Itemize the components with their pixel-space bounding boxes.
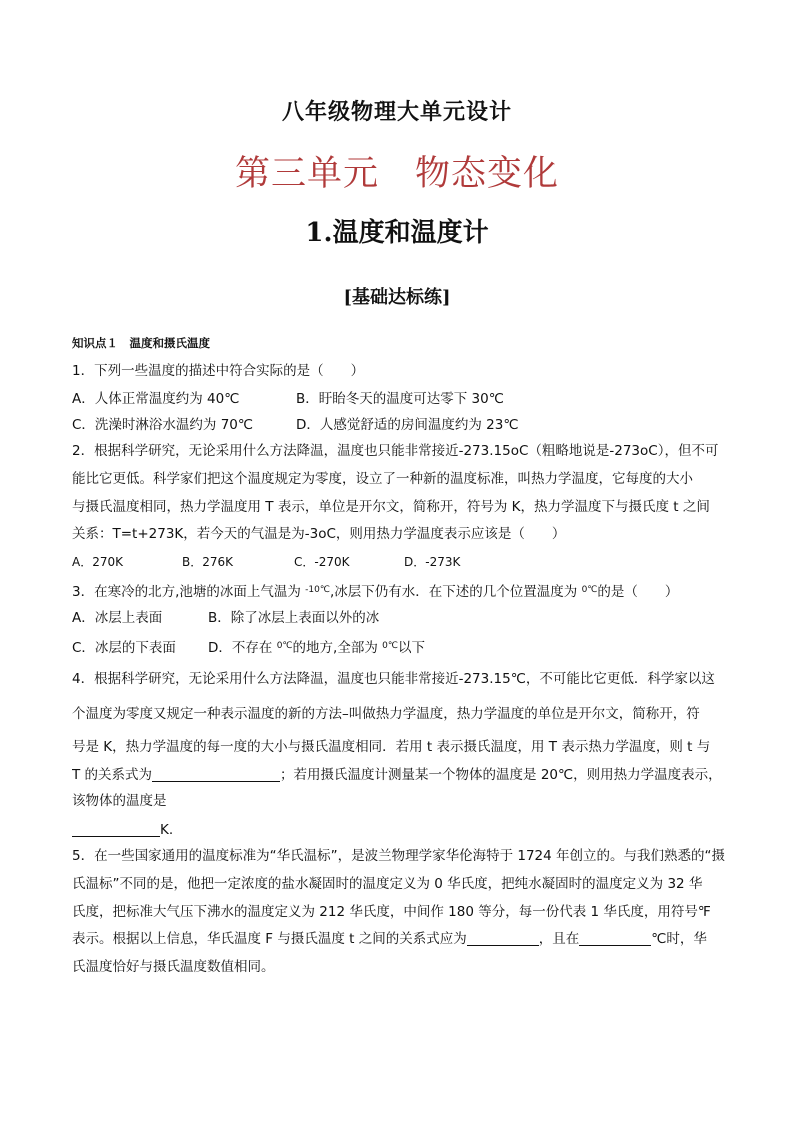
q3-option-d-part-1: D．不存在 <box>208 640 277 656</box>
q5-line-2: 氏温标”不同的是，他把一定浓度的盐水凝固时的温度定义为 0 华氏度，把纯水凝固时的温度定义为 32 华 <box>72 876 703 892</box>
q5-line-5: 氏温度恰好与摄氏温度数值相同。 <box>72 959 275 975</box>
q2-options <box>72 553 734 571</box>
q1-option-c: C．洗澡时淋浴水温约为 70℃ <box>72 417 254 433</box>
q4-line-2: 个温度为零度又规定一种表示温度的新的方法–叫做热力学温度，热力学温度的单位是开尔文，简称开，符 <box>72 706 700 722</box>
q1-stem: 1．下列一些温度的描述中符合实际的是（ ） <box>72 363 365 379</box>
q3-stem-part-2: ,冰层下仍有水．在下述的几个位置温度为 <box>329 584 582 600</box>
q3-option-d-part-2: 的地方,全部为 <box>292 640 383 656</box>
q4-unit: K. <box>160 822 174 838</box>
q1-option-b: B．盱眙冬天的温度可达零下 30℃ <box>296 391 504 407</box>
q2-option-b: B．276K <box>182 555 234 569</box>
q3-option-d-value-2: 0℃ <box>382 641 398 651</box>
q2-line-4: 关系：T=t+273K，若今天的气温是为-3oC，则用热力学温度表示应该是（ ） <box>72 526 566 542</box>
q3-option-a: A．冰层上表面 <box>72 610 163 626</box>
q2-option-c: C．-270K <box>294 555 350 569</box>
q3-option-c: C．冰层的下表面 <box>72 640 176 656</box>
q3-stem <box>72 581 734 601</box>
q1-options-row1 <box>72 390 734 408</box>
section-tag: [基础达标练] <box>343 287 451 308</box>
q5-line-4-text-a: 表示。根据以上信息，华氏温度 F 与摄氏温度 t 之间的关系式应为 <box>72 931 467 947</box>
q4-line-3: 号是 K，热力学温度的每一度的大小与摄氏温度相同．若用 t 表示摄氏温度，用 T 表示热力学温度，则 t 与 <box>72 739 711 755</box>
q5-answer-blank-2[interactable] <box>579 931 651 946</box>
q3-stem-part-3: 的是（ ） <box>597 584 679 600</box>
q5-line-4 <box>72 930 734 948</box>
q3-stem-part-1: 3．在寒冷的北方,池塘的冰面上气温为 <box>72 584 306 600</box>
knowledge-point-heading: 知识点１ 温度和摄氏温度 <box>72 336 210 350</box>
q4-line-5: 该物体的温度是 <box>72 793 167 809</box>
q3-options-row1 <box>72 609 734 627</box>
q4-line-4-text-b: ；若用摄氏温度计测量某一个物体的温度是 20℃，则用热力学温度表示， <box>280 767 722 783</box>
grade-title: 八年级物理大单元设计 <box>281 99 512 125</box>
q4-line-1: 4．根据科学研究，无论采用什么方法降温，温度也只能非常接近-273.15℃，不可能比它更低．科学家以这 <box>72 671 715 687</box>
q3-options-row2 <box>72 637 734 657</box>
q2-line-2: 能比它更低。科学家们把这个温度规定为零度，设立了一种新的温度标准，叫热力学温度，它每度的大小 <box>72 471 693 487</box>
q3-option-b: B．除了冰层上表面以外的冰 <box>208 610 380 626</box>
q4-line-4 <box>72 766 734 784</box>
q3-temp-value-1: -10℃ <box>305 585 330 595</box>
q2-line-3: 与摄氏温度相同，热力学温度用 T 表示，单位是开尔文，简称开，符号为 K，热力学温度下与摄氏度 t 之间 <box>72 499 710 515</box>
q3-temp-value-2: 0℃ <box>581 585 598 595</box>
q5-line-3: 氏度，把标准大气压下沸水的温度定义为 212 华氏度，中间作 180 等分，每一份代表 1 华氏度，用符号℉ <box>72 904 711 920</box>
q3-option-d-part-3: 以下 <box>397 640 425 656</box>
q5-line-4-text-b: ，且在 <box>538 931 580 947</box>
q4-answer-blank-1[interactable] <box>152 767 280 782</box>
q1-options-row2 <box>72 416 734 434</box>
q3-option-d-value-1: 0℃ <box>276 641 293 651</box>
q1-option-d: D．人感觉舒适的房间温度约为 23℃ <box>296 417 519 433</box>
lesson-title: 1.温度和温度计 <box>305 218 489 248</box>
unit-title: 第三单元 物态变化 <box>234 154 559 194</box>
q5-line-4-text-c: ℃时，华 <box>651 931 707 947</box>
q1-option-a: A．人体正常温度约为 40℃ <box>72 391 240 407</box>
q2-option-a: A．270K <box>72 555 123 569</box>
q5-answer-blank-1[interactable] <box>467 931 539 946</box>
q4-answer-blank-2[interactable] <box>72 822 160 837</box>
q2-line-1: 2．根据科学研究，无论采用什么方法降温，温度也只能非常接近-273.15oC（粗略地说是-273oC），但不可 <box>72 443 719 459</box>
q5-line-1: 5．在一些国家通用的温度标准为“华氏温标”，是波兰物理学家华伦海特于 1724 年创立的。与我们熟悉的“摄 <box>72 848 726 864</box>
q4-line-6 <box>72 821 734 839</box>
q4-line-4-text-a: T 的关系式为 <box>72 767 153 783</box>
q3-option-d <box>208 637 425 657</box>
q2-option-d: D．-273K <box>404 555 461 569</box>
